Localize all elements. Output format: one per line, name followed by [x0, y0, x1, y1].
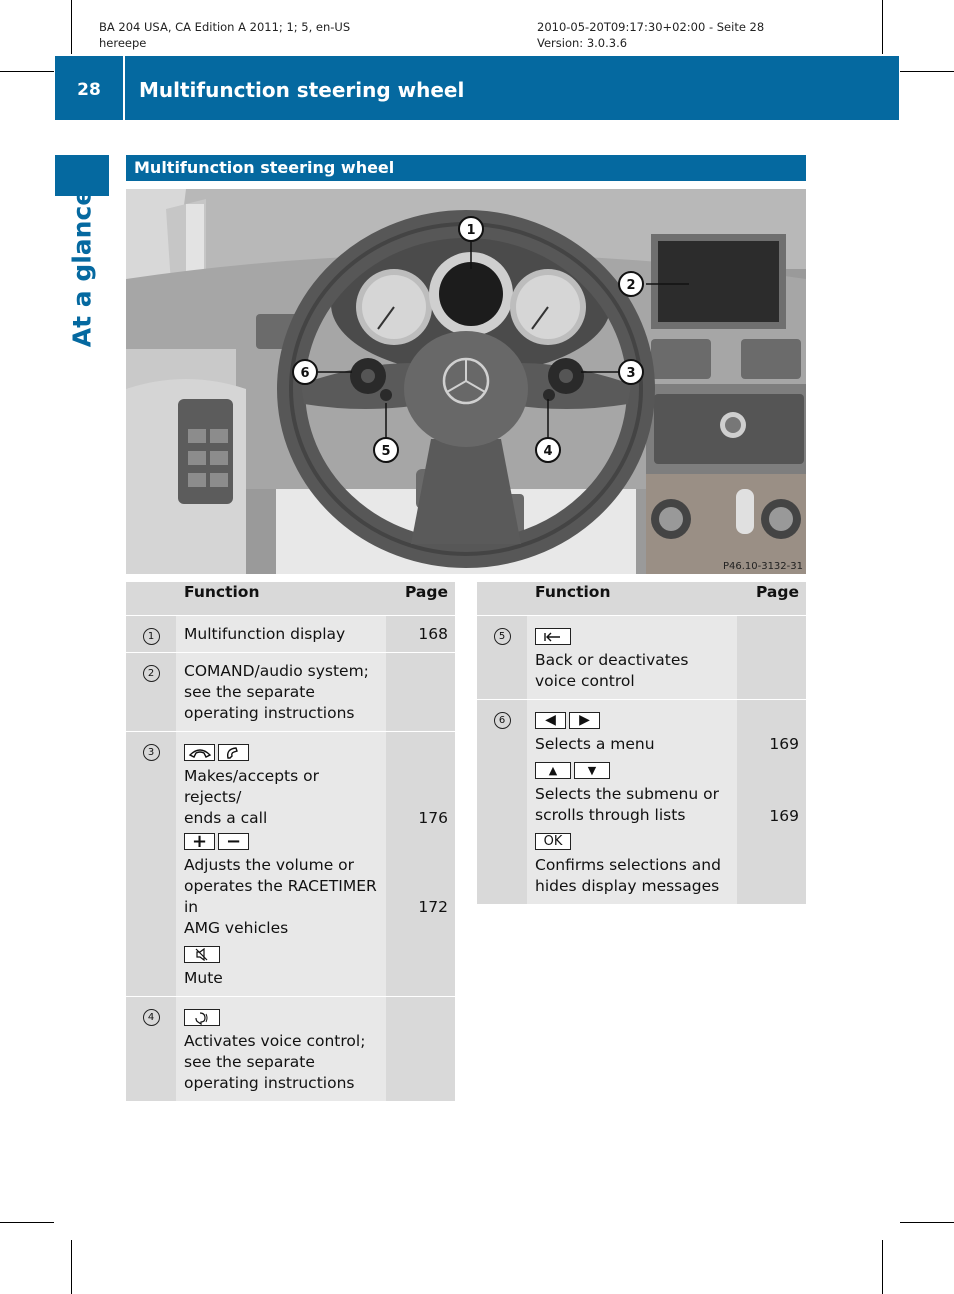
- volume-down-key: −: [218, 833, 249, 850]
- function-table-right: [477, 582, 806, 905]
- phone-keys: [184, 742, 378, 763]
- callout-6: [293, 360, 317, 384]
- left-right-keys: [535, 710, 729, 731]
- callout-5: [374, 438, 398, 462]
- page-ref: 169: [769, 735, 799, 753]
- voice-keys: [184, 1007, 378, 1028]
- page-title: Multifunction steering wheel: [139, 78, 465, 102]
- crop-mark: [0, 71, 54, 72]
- print-meta-right-line2: Version: 3.0.3.6: [537, 36, 628, 50]
- function-text: Mute: [184, 969, 223, 987]
- crop-mark: [882, 1240, 883, 1294]
- pick-up-phone-icon: [218, 744, 249, 761]
- crop-mark: [900, 71, 954, 72]
- crop-mark: [0, 1222, 54, 1223]
- ok-keys: [535, 831, 729, 852]
- table-row-4: [126, 997, 455, 1102]
- page-ref: [386, 653, 455, 732]
- function-text: AMG vehicles: [184, 919, 289, 937]
- function-text: Back or deactivates voice control: [535, 651, 689, 690]
- table-row-3: [126, 732, 455, 997]
- page-ref: 176: [418, 809, 448, 827]
- function-text: operates the RACETIMER in: [184, 877, 377, 916]
- print-meta-left: [99, 19, 350, 51]
- function-text: Makes/accepts or rejects/: [184, 767, 319, 806]
- header-page: Page: [386, 582, 455, 616]
- function-table-left: [126, 582, 455, 1102]
- table-row-2: [126, 653, 455, 732]
- table-row-6: [477, 700, 806, 905]
- crop-mark: [900, 1222, 954, 1223]
- callout-1: [459, 217, 483, 241]
- mute-icon: [184, 946, 220, 963]
- page-header: [55, 56, 899, 120]
- steering-wheel-photo: [126, 189, 806, 574]
- function-text: COMAND/audio system; see the separate operating instructions: [176, 653, 386, 732]
- header-function: Function: [176, 582, 386, 616]
- side-tab-label: At a glance: [67, 188, 97, 348]
- hang-up-phone-icon: [184, 744, 215, 761]
- callout-number: 6: [494, 712, 511, 729]
- function-text: Adjusts the volume or: [184, 856, 355, 874]
- header-num: [126, 582, 176, 616]
- callout-3: [619, 360, 643, 384]
- page-ref: [737, 616, 806, 700]
- callout-number: 4: [143, 1009, 160, 1026]
- page-number: 28: [55, 56, 125, 120]
- voice-control-icon: [184, 1009, 220, 1026]
- section-title: Multifunction steering wheel: [126, 155, 806, 181]
- crop-mark: [71, 1240, 72, 1294]
- print-meta-left-line1: BA 204 USA, CA Edition A 2011; 1; 5, en-US: [99, 20, 351, 34]
- page-ref: 172: [418, 898, 448, 916]
- back-icon: [535, 628, 571, 645]
- left-arrow-key: ◀: [535, 712, 566, 729]
- table-row-1: [126, 616, 455, 653]
- function-text: Activates voice control; see the separate operating instructions: [184, 1032, 366, 1092]
- header-num: [477, 582, 527, 616]
- back-keys: [535, 626, 729, 647]
- function-text: hides display messages: [535, 877, 720, 895]
- header-function: Function: [527, 582, 737, 616]
- callout-number: 2: [143, 665, 160, 682]
- print-meta-right-line1: 2010-05-20T09:17:30+02:00 - Seite 28: [537, 20, 765, 34]
- volume-up-key: +: [184, 833, 215, 850]
- down-arrow-key: ▼: [574, 762, 610, 779]
- function-text: ends a call: [184, 809, 268, 827]
- callout-2: [619, 272, 643, 296]
- svg-text:5: 5: [381, 444, 391, 459]
- callout-number: 5: [494, 628, 511, 645]
- page-ref: 169: [769, 807, 799, 825]
- mute-keys: [184, 944, 378, 965]
- function-text: Multifunction display: [176, 616, 386, 653]
- table-row-5: [477, 616, 806, 700]
- function-text: Confirms selections and: [535, 856, 721, 874]
- function-text: scrolls through lists: [535, 806, 686, 824]
- page-ref: 168: [386, 616, 455, 653]
- crop-mark: [71, 0, 72, 54]
- up-arrow-key: ▲: [535, 762, 571, 779]
- svg-text:1: 1: [466, 223, 476, 238]
- volume-keys: [184, 831, 378, 852]
- up-down-keys: [535, 760, 729, 781]
- table-header-row: [477, 582, 806, 616]
- svg-text:2: 2: [626, 278, 636, 293]
- svg-text:3: 3: [626, 366, 636, 381]
- right-arrow-key: ▶: [569, 712, 600, 729]
- header-page: Page: [737, 582, 806, 616]
- function-text: Selects the submenu or: [535, 785, 719, 803]
- crop-mark: [882, 0, 883, 54]
- svg-text:6: 6: [300, 366, 310, 381]
- callout-4: [536, 438, 560, 462]
- table-header-row: [126, 582, 455, 616]
- function-text: Selects a menu: [535, 735, 655, 753]
- print-meta-right: [537, 19, 764, 51]
- page-ref: [386, 997, 455, 1102]
- svg-text:4: 4: [543, 444, 553, 459]
- print-meta-left-line2: hereepe: [99, 36, 147, 50]
- callout-number: 1: [143, 628, 160, 645]
- image-code: P46.10-3132-31: [722, 561, 803, 572]
- callout-number: 3: [143, 744, 160, 761]
- ok-key: OK: [535, 833, 571, 850]
